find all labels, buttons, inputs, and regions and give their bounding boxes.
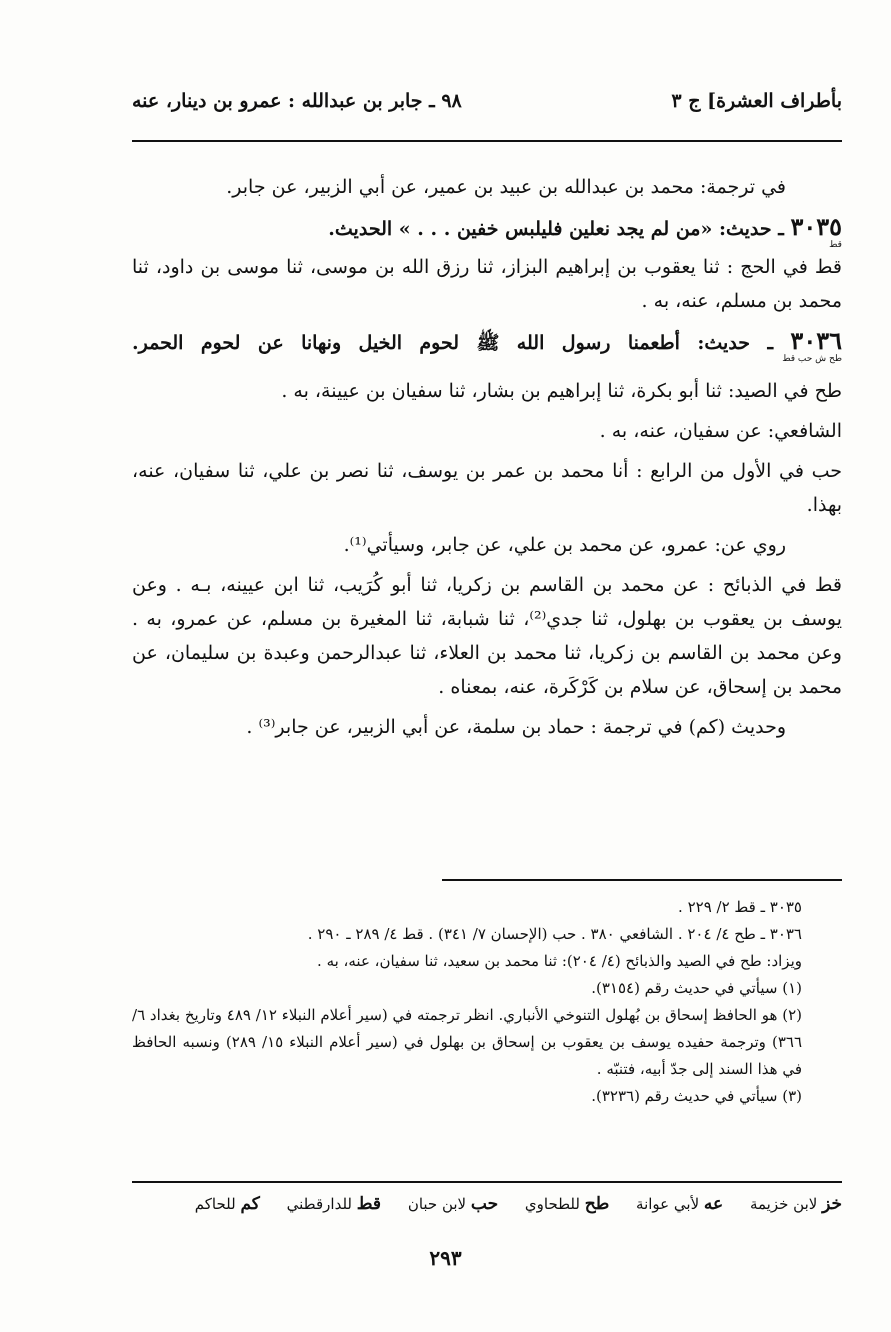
footnote-1: (١) سيأتي في حديث رقم (٣١٥٤). — [591, 979, 802, 997]
hadith-number: ٣٠٣٥ — [790, 212, 842, 241]
hadith-sigla: قط — [829, 240, 842, 250]
footnote-yuzad: ويزاد: طح في الصيد والذبائح (٤/ ٢٠٤): ثنا محمد بن سعيد، ثنا سفيان، عنه، به . — [317, 952, 802, 970]
footnote-3: (٣) سيأتي في حديث رقم (٣٢٣٦). — [591, 1087, 802, 1105]
hadith-3036-heading — [132, 324, 842, 360]
paragraph-ruwiya: روي عن: عمرو، عن محمد بن علي، عن جابر، وسيأتي⁽¹⁾. — [343, 534, 786, 556]
hadith-title: ـ حديث: أطعمنا رسول الله ﷺ لحوم الخيل ونهانا عن لحوم الحمر. — [132, 332, 774, 354]
paragraph-hb: حب في الأول من الرابع : أنا محمد بن عمر بن يوسف، ثنا نصر بن علي، ثنا سفيان، عنه، بهذا. — [132, 460, 842, 516]
paragraph-tarjama: في ترجمة: محمد بن عبدالله بن عبيد بن عمير، عن أبي الزبير، عن جابر. — [226, 176, 786, 198]
legend-item: كم للحاكم — [194, 1194, 260, 1214]
footnotes — [132, 894, 842, 1110]
header-rule — [132, 140, 842, 142]
header-section-title: ٩٨ ـ جابر بن عبدالله : عمرو بن دينار، عنه — [132, 90, 462, 112]
running-header — [132, 86, 842, 122]
hadith-number: ٣٠٣٦ — [790, 326, 842, 355]
paragraph-th-sayd: طح في الصيد: ثنا أبو بكرة، ثنا إبراهيم بن بشار، ثنا سفيان بن عيينة، به . — [281, 380, 842, 402]
legend-rule — [132, 1181, 842, 1183]
paragraph-qt-dhabaih: قط في الذبائح : عن محمد بن القاسم بن زكريا، ثنا أبو كُرَيب، ثنا ابن عيينه، بـه . وعن يوسف بن يعقوب بن بهلول، ثنا جدي⁽²⁾، ثنا شبابة، ثنا المغيرة بن مسلم، عن عمرو، به . وعن محمد بن القاسم بن زكريا، ثنا محمد بن العلاء، ثنا عبدالرحمن وعبدة بن سليمان، عن محمد بن إسحاق، عن سلام بن كَرْكَرة، عنه، بمعناه . — [132, 574, 842, 698]
legend-item: عه لأبي عوانة — [636, 1194, 724, 1214]
legend-item: قط للدارقطني — [286, 1194, 382, 1214]
legend-item: حب لابن حبان — [407, 1194, 499, 1214]
legend-item: طح للطحاوي — [524, 1194, 610, 1214]
hadith-sigla: طح ش حب قط — [782, 354, 842, 364]
legend-item: خز لابن خزيمة — [749, 1194, 842, 1214]
hadith-title: ـ حديث: «من لم يجد نعلين فليلبس خفين . . . » الحديث. — [328, 218, 784, 240]
paragraph-shafii: الشافعي: عن سفيان، عنه، به . — [599, 420, 842, 442]
footnote-3036: ٣٠٣٦ ـ طح ٤/ ٢٠٤ . الشافعي ٣٨٠ . حب (الإحسان ٧/ ٣٤١) . قط ٤/ ٢٨٩ ـ ٢٩٠ . — [307, 925, 802, 943]
main-text — [132, 170, 842, 750]
paragraph-hadith-km: وحديث (كم) في ترجمة : حماد بن سلمة، عن أبي الزبير، عن جابر⁽³⁾ . — [246, 716, 786, 738]
paragraph-qt-hajj: قط في الحج : ثنا يعقوب بن إبراهيم البزاز، ثنا رزق الله بن موسى، ثنا موسى بن داود، ثنا محمد بن مسلم، عنه، به . — [132, 256, 842, 312]
page-number: ٢٩٣ — [429, 1246, 462, 1270]
abbreviation-legend — [132, 1194, 842, 1214]
footnote-2: (٢) هو الحافظ إسحاق بن بُهلول التنوخي الأنباري. انظر ترجمته في (سير أعلام النبلاء ١٢/ ٤٨٩ وتاريخ بغداد ٦/ ٣٦٦) وترجمة حفيده يوسف بن يعقوب بن إسحاق بن بهلول في (سير أعلام النبلاء ١٥/ ٢٨٩) ونسبه الحافظ في هذا السند إلى جدّ أبيه، فتنبّه . — [132, 1006, 803, 1078]
footnote-3035: ٣٠٣٥ ـ قط ٢/ ٢٢٩ . — [678, 898, 802, 916]
header-volume: بأطراف العشرة] ج ٣ — [671, 90, 842, 112]
footnote-rule — [442, 879, 842, 881]
